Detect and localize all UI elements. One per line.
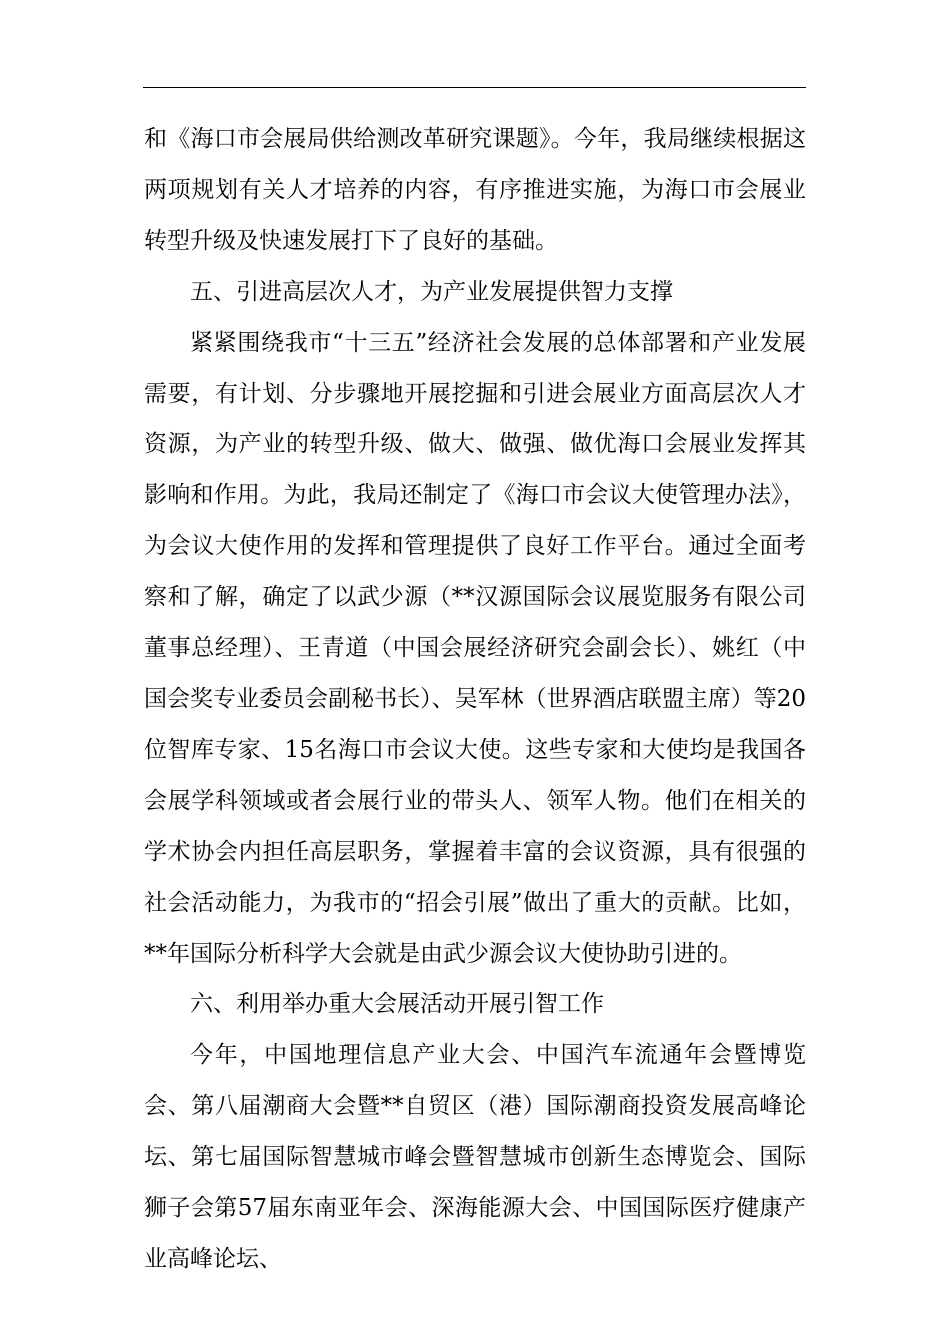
section-heading-five: 五、引进高层次人才，为产业发展提供智力支撑 [190,278,673,305]
document-body [144,114,806,1285]
section-heading-six: 六、利用举办重大会展活动开展引智工作 [190,991,604,1018]
paragraph-talent-introduction: 紧紧围绕我市“十三五”经济社会发展的总体部署和产业发展需要，有计划、分步骤地开展挖掘和引进会展业方面高层次人才资源，为产业的转型升级、做大、做强、做优海口会展业发挥其影响和作用。为此，我局还制定了《海口市会议大使管理办法》，为会议大使作用的发挥和管理提供了良好工作平台。通过全面考察和了解，确定了以武少源（**汉源国际会议展览服务有限公司董事总经理）、王青道（中国会展经济研究会副会长）、姚红（中国会奖专业委员会副秘书长）、吴军林（世界酒店联盟主席）等20位智库专家、15名海口市会议大使。这些专家和大使均是我国各会展学科领域或者会展行业的带头人、领军人物。他们在相关的学术协会内担任高层职务，掌握着丰富的会议资源，具有很强的社会活动能力，为我市的“招会引展”做出了重大的贡献。比如，**年国际分析科学大会就是由武少源会议大使协助引进的。 [144,329,806,967]
header-rule [143,87,806,88]
paragraph-continuation: 和《海口市会展局供给测改革研究课题》。今年，我局继续根据这两项规划有关人才培养的内容，有序推进实施，为海口市会展业转型升级及快速发展打下了良好的基础。 [144,126,806,254]
paragraph-major-events: 今年，中国地理信息产业大会、中国汽车流通年会暨博览会、第八届潮商大会暨**自贸区（港）国际潮商投资发展高峰论坛、第七届国际智慧城市峰会暨智慧城市创新生态博览会、国际狮子会第57届东南亚年会、深海能源大会、中国国际医疗健康产业高峰论坛、 [144,1042,806,1272]
